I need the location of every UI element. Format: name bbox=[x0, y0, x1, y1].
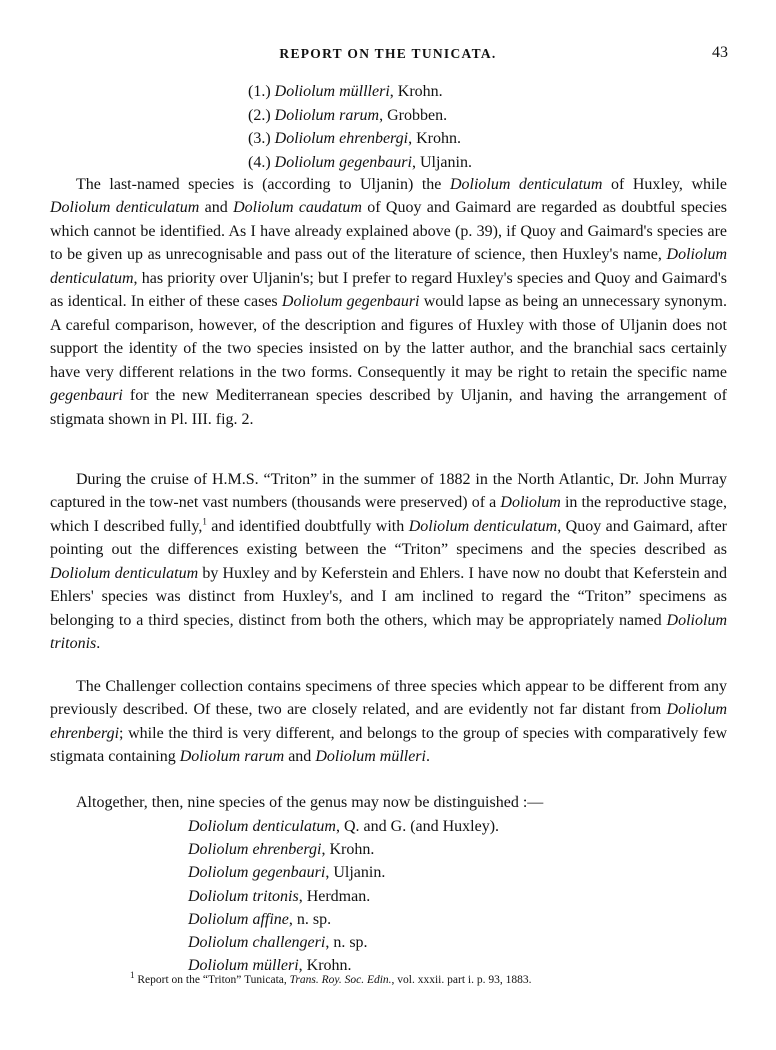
page-header bbox=[0, 44, 776, 68]
list-item: (1.) Doliolum müllleri, Krohn. bbox=[248, 83, 443, 100]
list-item: Doliolum mülleri, Krohn. bbox=[188, 957, 352, 975]
list-item: (3.) Doliolum ehrenbergi, Krohn. bbox=[248, 130, 462, 147]
footnote-marker: 1 bbox=[130, 970, 135, 981]
list-item: (2.) Doliolum rarum, Grobben. bbox=[248, 106, 448, 124]
species-list-final bbox=[188, 815, 499, 977]
list-item: Doliolum gegenbauri, Uljanin. bbox=[188, 864, 386, 882]
species-list-initial bbox=[248, 80, 472, 174]
list-item: Doliolum affine, n. sp. bbox=[188, 910, 332, 928]
paragraph-synonymy: The last-named species is (according to Uljanin) the Doliolum denticulatum of Huxley, while Doliolum denticulatum and Doliolum caudatum of Quoy and Gaimard are regarded as doubtful species which cannot be identified. As I have already explained above (p. 39), if Quoy and Gaimard's species are to be given up as unrecognisable and pass out of the literature of science, then Huxley's name, Doliolum denticulatum, has priority over Uljanin's; but I prefer to regard Huxley's species and Quoy and Gaimard's as identical. In either of these cases Doliolum gegenbauri would lapse as being an unnecessary synonym. A careful comparison, however, of the description and figures of Huxley with those of Uljanin does not support the identity of the two species insisted on by the latter author, and the branchial sacs certainly have very different relations in the two forms. Consequently it may be right to retain the specific name gegenbauri for the new Mediterranean species described by Uljanin, and having the arrangement of stigmata shown in Pl. III. fig. 2. bbox=[50, 176, 728, 428]
list-item: Doliolum denticulatum, Q. and G. (and Huxley). bbox=[188, 818, 500, 835]
paragraph-summary: Altogether, then, nine species of the genus may now be distinguished :— bbox=[76, 794, 544, 811]
footnote: $^1$ Report on the “Triton” Tunicata, Trans. Roy. Soc. Edin., vol. xxxii. part i. p. 93, 1883. bbox=[130, 970, 532, 986]
running-title: REPORT ON THE TUNICATA. bbox=[279, 46, 497, 61]
paragraph-triton: During the cruise of H.M.S. “Triton” in the summer of 1882 in the North Atlantic, Dr. John Murray captured in the tow-net vast numbers (thousands were preserved) of a Doliolum in the reproductive stage, which I described fully,$^1$ and identified doubtfully with Doliolum denticulatum, Quoy and Gaimard, after pointing out the differences existing between the “Triton” specimens and the species described as Doliolum denticulatum by Huxley and by Keferstein and Ehlers. I have now no doubt that Keferstein and Ehlers' species was distinct from Huxley's, and I am inclined to regard the “Triton” specimens as belonging to a third species, distinct from both the others, which may be appropriately named Doliolum tritonis. bbox=[50, 471, 728, 653]
list-item: Doliolum challengeri, n. sp. bbox=[188, 934, 368, 952]
footnote-reference: 1 bbox=[202, 516, 207, 527]
page-number: 43 bbox=[712, 44, 728, 61]
list-item: Doliolum ehrenbergi, Krohn. bbox=[188, 841, 375, 859]
paragraph-challenger: The Challenger collection contains specimens of three species which appear to be different from any previously described. Of these, two are closely related, and are evidently not far distant from Doliolum ehrenbergi; while the third is very different, and belongs to the group of species with comparatively few stigmata containing Doliolum rarum and Doliolum mülleri. bbox=[50, 678, 727, 766]
list-item: (4.) Doliolum gegenbauri, Uljanin. bbox=[248, 153, 472, 171]
list-item: Doliolum tritonis, Herdman. bbox=[188, 887, 371, 905]
